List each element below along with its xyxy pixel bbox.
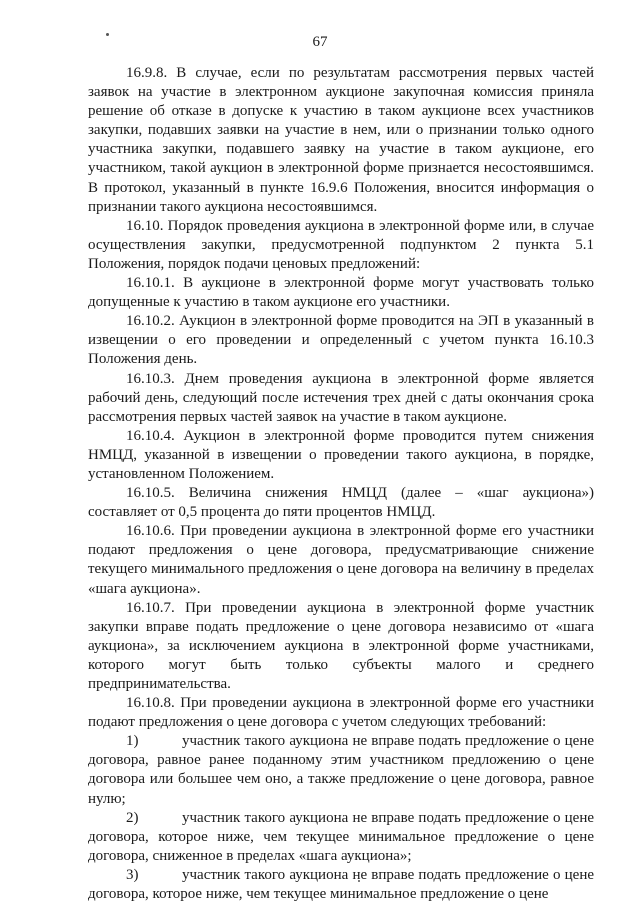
list-item-number: 3): [126, 866, 139, 883]
list-item: [88, 732, 594, 808]
list-item-text: участник такого аукциона не вправе подать предложение о цене договора, которое ниже, чем текущее минимальное предложение о цене: [88, 866, 594, 903]
list-item: [88, 866, 594, 904]
paragraph-16-10-1: 16.10.1. В аукционе в электронной форме могут участвовать только допущенные к участию в таком аукционе его участники.: [88, 275, 594, 311]
paragraph-16-10-4: 16.10.4. Аукцион в электронной форме проводится путем снижения НМЦД, указанной в извещении о проведении такого аукциона, в порядке, установленном Положением.: [88, 427, 594, 482]
paragraph-16-10: 16.10. Порядок проведения аукциона в электронной форме или, в случае осуществления закупки, предусмотренной подпунктом 2 пункта 5.1 Положения, порядок подачи ценовых предложений:: [88, 217, 594, 272]
paragraph-16-10-3: 16.10.3. Днем проведения аукциона в электронной форме является рабочий день, следующий после истечения трех дней с даты окончания срока рассмотрения первых частей заявок на участие в таком аукционе.: [88, 370, 594, 425]
paragraph-16-10-5: 16.10.5. Величина снижения НМЦД (далее – «шаг аукциона») составляет от 0,5 процента до пяти процентов НМЦД.: [88, 485, 594, 521]
paragraph-16-10-7: 16.10.7. При проведении аукциона в электронной форме участник закупки вправе подать предложение о цене договора независимо от «шага аукциона», за исключением аукциона в электронной форме участниками, которого могут быть только субъекты малого и среднего предпринимательства.: [88, 599, 594, 692]
page-number: 67: [312, 34, 328, 50]
paragraph-16-10-6: 16.10.6. При проведении аукциона в электронной форме его участники подают предложения о цене договора, предусматривающие снижение текущего минимального предложения о цене договора на величину в пределах «шага аукциона».: [88, 523, 594, 597]
paragraph-16-9-8: 16.9.8. В случае, если по результатам рассмотрения первых частей заявок на участие в электронном аукционе закупочная комиссия приняла решение об отказе в допуске к участию в таком аукционе всех участников закупки, подавших заявки на участие в нем, или о признании только одного участника закупки, подавшего заявку на участие в таком аукционе, его участником, такой аукцион в электронной форме признается несостоявшимся. В протокол, указанный в пункте 16.9.6 Положения, вносится информация о признании такого аукциона несостоявшимся.: [88, 65, 594, 215]
list-item: [88, 809, 594, 866]
list-item-number: 2): [126, 809, 139, 826]
list-item-text: участник такого аукциона не вправе подать предложение о цене договора, равное ранее поданному этим участником предложению о цене договора или большее чем оно, а также предложение о цене договора, равное нулю;: [88, 733, 594, 807]
list-item-number: 1): [126, 733, 139, 750]
list-item-text: участник такого аукциона не вправе подать предложение о цене договора, которое ниже, чем текущее минимальное предложение о цене договора, сниженное в пределах «шага аукциона»;: [88, 809, 594, 864]
paragraph-16-10-2: 16.10.2. Аукцион в электронной форме проводится на ЭП в указанный в извещении о его проведении и определенный с учетом пункта 16.10.3 Положения день.: [88, 313, 594, 368]
paragraph-16-10-8: 16.10.8. При проведении аукциона в электронной форме его участники подают предложения о цене договора с учетом следующих требований:: [88, 695, 594, 731]
document-body: [88, 64, 594, 904]
